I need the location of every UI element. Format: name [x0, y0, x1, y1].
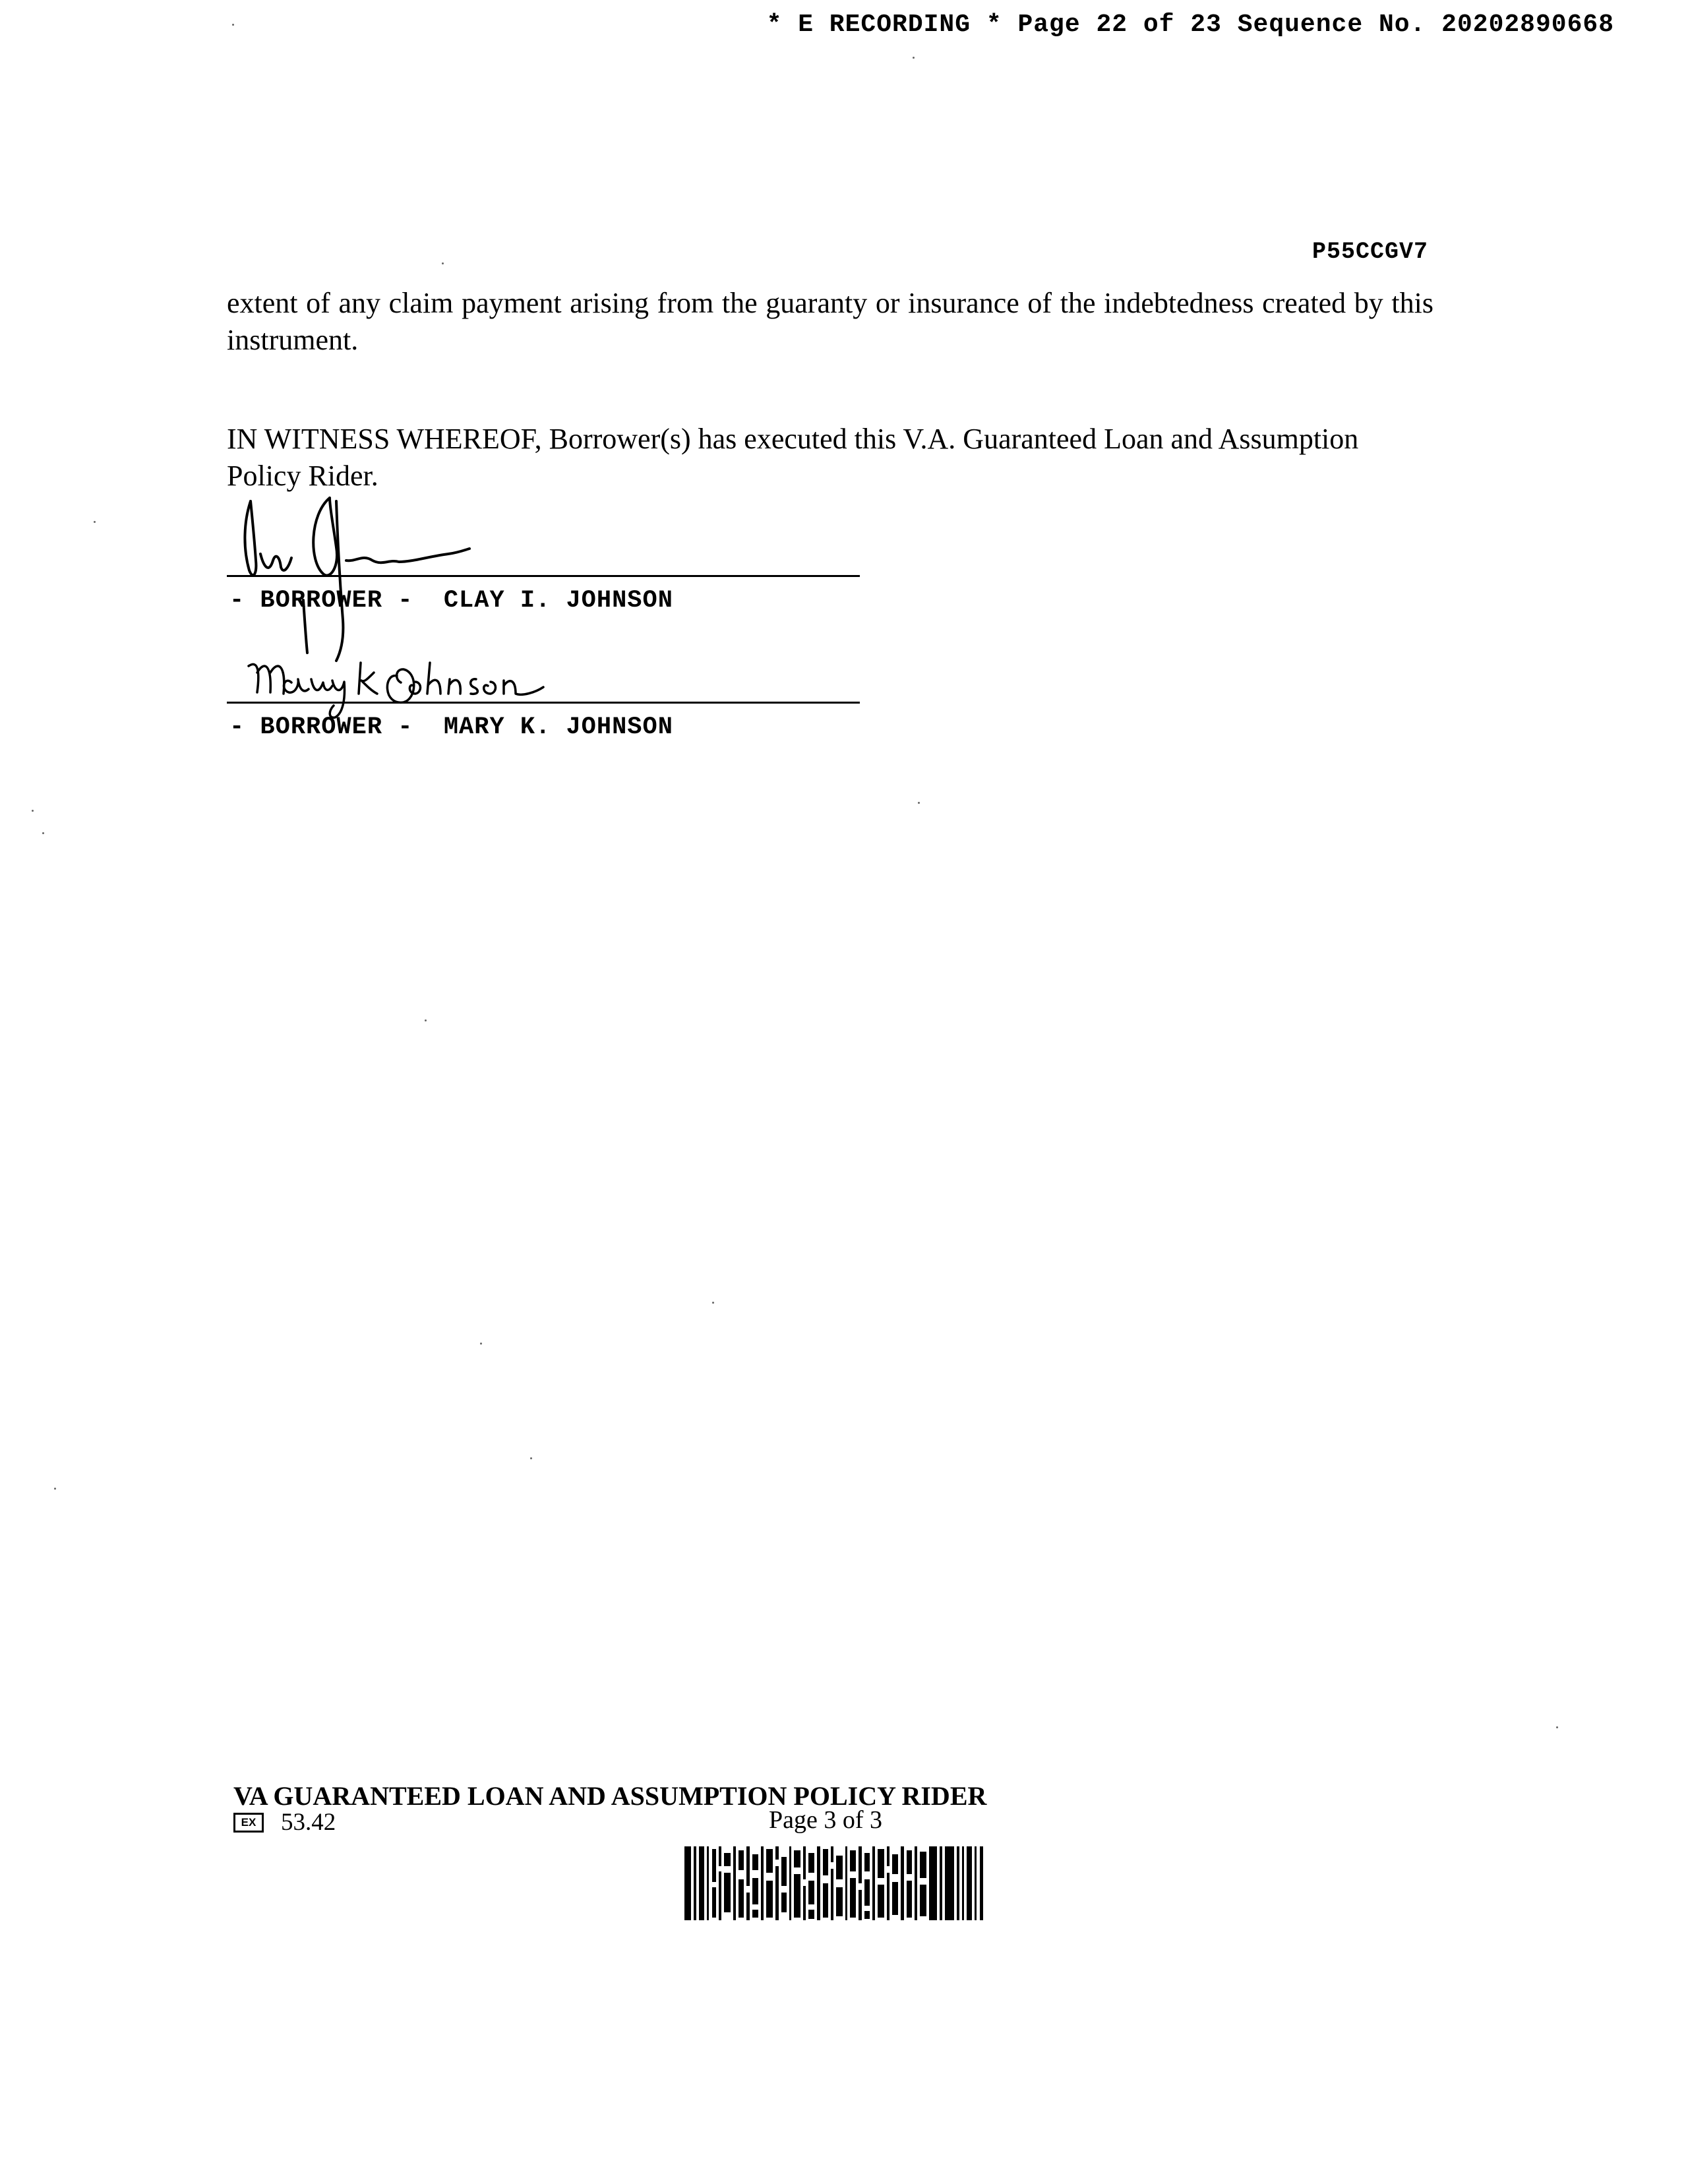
- scan-speck: [425, 1019, 427, 1021]
- witness-paragraph: IN WITNESS WHEREOF, Borrower(s) has executed this V.A. Guaranteed Loan and Assumption Policy Rider.: [227, 423, 1359, 492]
- scan-speck: [530, 1457, 532, 1459]
- scan-speck: [32, 810, 34, 812]
- scan-speck: [480, 1343, 482, 1345]
- continued-paragraph: extent of any claim payment arising from the guaranty or insurance of the indebtedness created by this instrument.: [227, 287, 1433, 356]
- recording-header: * E RECORDING * Page 22 of 23 Sequence No. 20202890668: [766, 11, 1614, 39]
- scan-speck: [442, 262, 444, 264]
- scan-speck: [54, 1488, 56, 1490]
- barcode-graphic: [684, 1846, 988, 1920]
- rider-title: VA GUARANTEED LOAN AND ASSUMPTION POLICY RIDER: [233, 1781, 987, 1811]
- signature-line: [227, 702, 860, 704]
- scan-speck: [918, 802, 920, 804]
- form-number: 53.42: [281, 1809, 336, 1836]
- document-code: P55CCGV7: [1311, 239, 1428, 265]
- borrower-label-mary: - BORROWER - MARY K. JOHNSON: [229, 713, 673, 741]
- scan-speck: [42, 832, 44, 834]
- ex-form-icon: EX: [233, 1813, 264, 1833]
- scan-speck: [1556, 1726, 1558, 1728]
- scan-speck: [94, 521, 96, 523]
- borrower-label-clay: - BORROWER - CLAY I. JOHNSON: [229, 587, 673, 615]
- scan-speck: [913, 57, 915, 59]
- scan-speck: [712, 1302, 714, 1304]
- signature-clay-johnson: [231, 488, 508, 666]
- scan-speck: [232, 24, 234, 26]
- page-number: Page 3 of 3: [769, 1806, 883, 1834]
- signature-line: [227, 575, 860, 577]
- form-number-block: [233, 1808, 336, 1836]
